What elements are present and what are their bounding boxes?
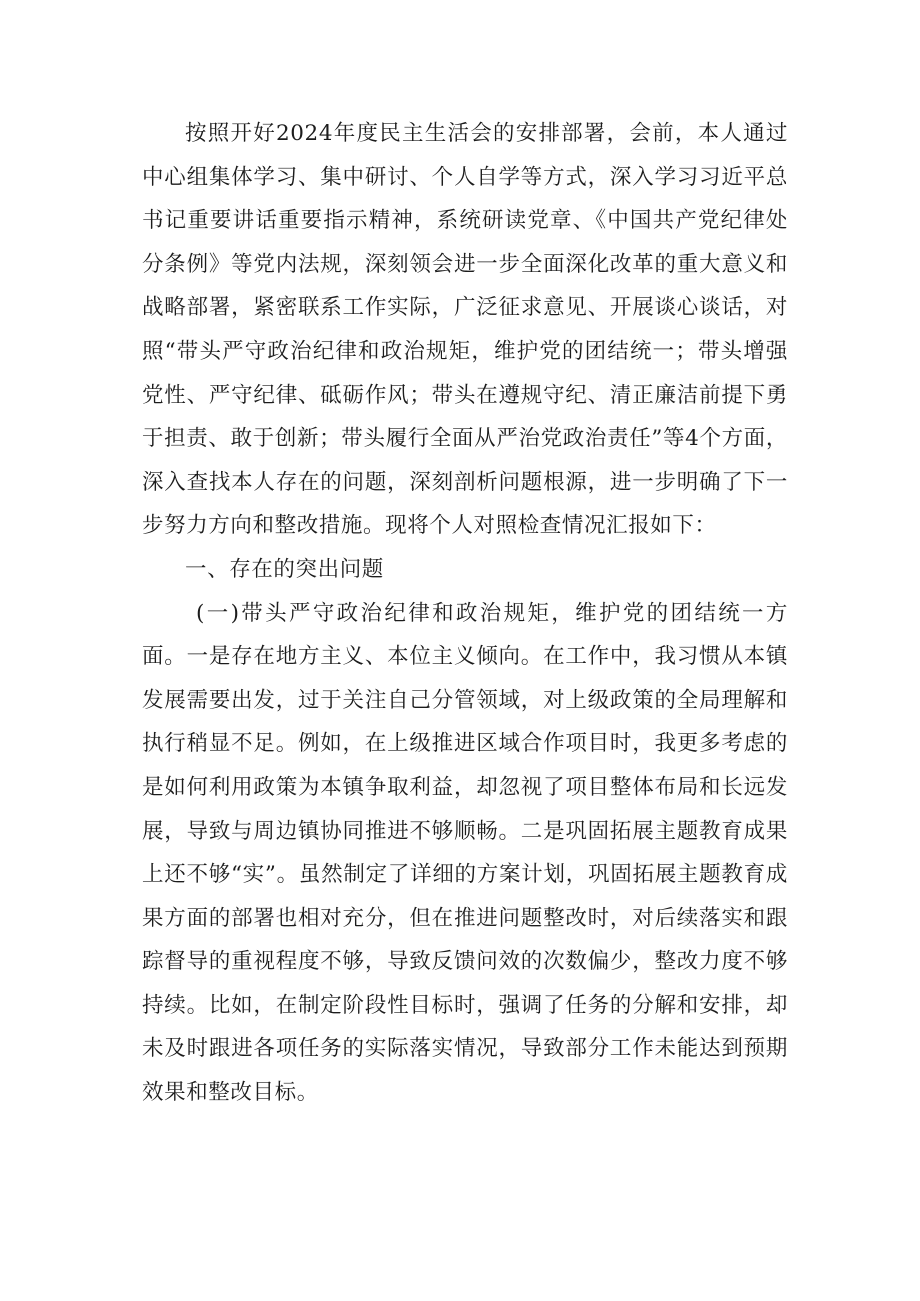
section-heading: 一、存在的突出问题	[185, 556, 384, 582]
document-page	[142, 112, 788, 1115]
subsection-paragraph: (一)带头严守政治纪律和政治规矩，维护党的团结统一方面。一是存在地方主义、本位主义倾向。在工作中，我习惯从本镇发展需要出发，过于关注自己分管领域，对上级政策的全局理解和执行稍显不足。例如，在上级推进区域合作项目时，我更多考虑的是如何利用政策为本镇争取利益，却忽视了项目整体布局和长远发展，导致与周边镇协同推进不够顺畅。二是巩固拓展主题教育成果上还不够“实”。虽然制定了详细的方案计划，巩固拓展主题教育成果方面的部署也相对充分，但在推进问题整改时，对后续落实和跟踪督导的重视程度不够，导致反馈问效的次数偏少，整改力度不够持续。比如，在制定阶段性目标时，强调了任务的分解和安排，却未及时跟进各项任务的实际落实情况，导致部分工作未能达到预期效果和整改目标。	[142, 600, 788, 1106]
intro-paragraph: 按照开好2024年度民主生活会的安排部署，会前，本人通过中心组集体学习、集中研讨、个人自学等方式，深入学习习近平总书记重要讲话重要指示精神，系统研读党章、《中国共产党纪律处分条例》等党内法规，深刻领会进一步全面深化改革的重大意义和战略部署，紧密联系工作实际，广泛征求意见、开展谈心谈话，对照“带头严守政治纪律和政治规矩，维护党的团结统一；带头增强党性、严守纪律、砥砺作风；带头在遵规守纪、清正廉洁前提下勇于担责、敢于创新；带头履行全面从严治党政治责任”等4个方面，深入查找本人存在的问题，深刻剖析问题根源，进一步明确了下一步努力方向和整改措施。现将个人对照检查情况汇报如下：	[142, 121, 788, 539]
